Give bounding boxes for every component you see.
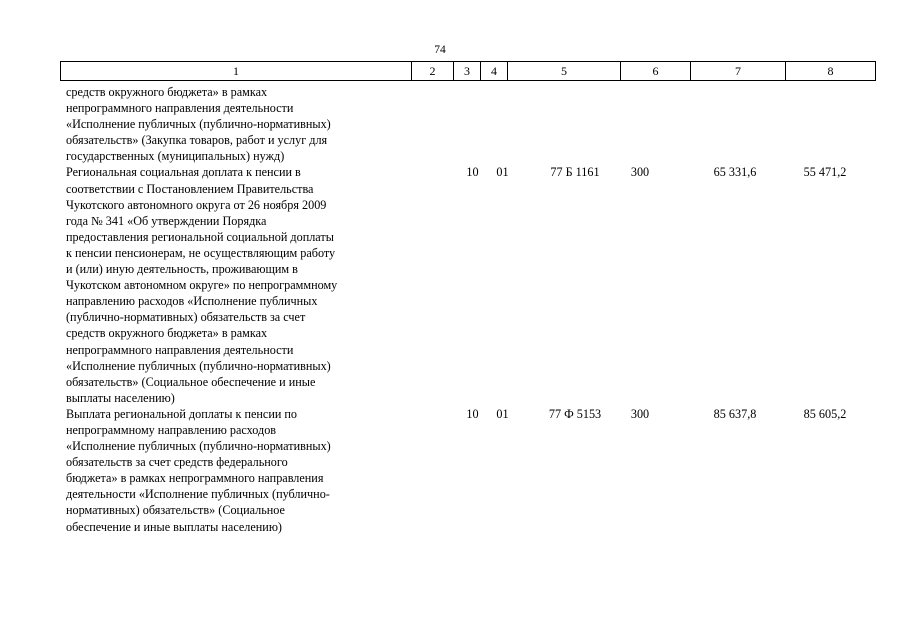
table-row bbox=[60, 164, 875, 405]
page-number: 74 bbox=[434, 44, 446, 56]
row-subsection-code: 01 bbox=[496, 165, 509, 180]
column-header-6: 6 bbox=[621, 62, 691, 81]
row-amount-1: 65 331,6 bbox=[713, 165, 757, 180]
column-header-5: 5 bbox=[508, 62, 621, 81]
column-header-4: 4 bbox=[481, 62, 508, 81]
row-description: Региональная социальная доплата к пенсии в соответствии с Постановлением Правительства Чукотского автономного округа от 26 ноября 2009 года № 341 «Об утверждении Порядка предоставления региональной социальной доплаты к пенсии пенсионерам, не осуществляющим работу и (или) иную деятельность, проживающим в Чукотском автономном округе» по непрограммному направлению расходов «Исполнение публичных (публично-нормативных) обязательств за счет средств окружного бюджета» в рамках непрограммного направления деятельности «Исполнение публичных (публично-нормативных) обязательств» (Социальное обеспечение и иные выплаты населению) bbox=[66, 165, 338, 405]
table-row bbox=[60, 406, 875, 535]
column-header-row bbox=[61, 62, 876, 81]
row-section-code: 10 bbox=[466, 406, 479, 421]
table-body bbox=[60, 84, 875, 535]
column-header-7: 7 bbox=[691, 62, 786, 81]
row-amount-2: 55 471,2 bbox=[803, 165, 847, 180]
row-description: средств окружного бюджета» в рамках непрограммного направления деятельности «Исполнение публичных (публично-нормативных) обязательств» (Закупка товаров, работ и услуг для государственных (муниципальных) нужд) bbox=[66, 85, 331, 164]
row-target-article: 77 Ф 5153 bbox=[548, 406, 602, 421]
column-header-8: 8 bbox=[786, 62, 876, 81]
column-header-1: 1 bbox=[61, 62, 412, 81]
row-amount-2: 85 605,2 bbox=[803, 406, 847, 421]
column-header-3: 3 bbox=[454, 62, 481, 81]
row-amount-1: 85 637,8 bbox=[713, 406, 757, 421]
row-expense-type: 300 bbox=[630, 406, 650, 421]
row-section-code: 10 bbox=[466, 165, 479, 180]
row-subsection-code: 01 bbox=[496, 406, 509, 421]
table-row bbox=[60, 84, 875, 164]
row-target-article: 77 Б 1161 bbox=[550, 165, 600, 180]
column-header-table bbox=[60, 61, 876, 81]
row-description: Выплата региональной доплаты к пенсии по непрограммному направлению расходов «Исполнение публичных (публично-нормативных) обязательств за счет средств федерального бюджета» в рамках непрограммного направления деятельности «Исполнение публичных (публично- нормативных) обязательств» (Социальное обеспечение и иные выплаты населению) bbox=[66, 406, 331, 534]
column-header-2: 2 bbox=[412, 62, 454, 81]
row-expense-type: 300 bbox=[630, 165, 650, 180]
